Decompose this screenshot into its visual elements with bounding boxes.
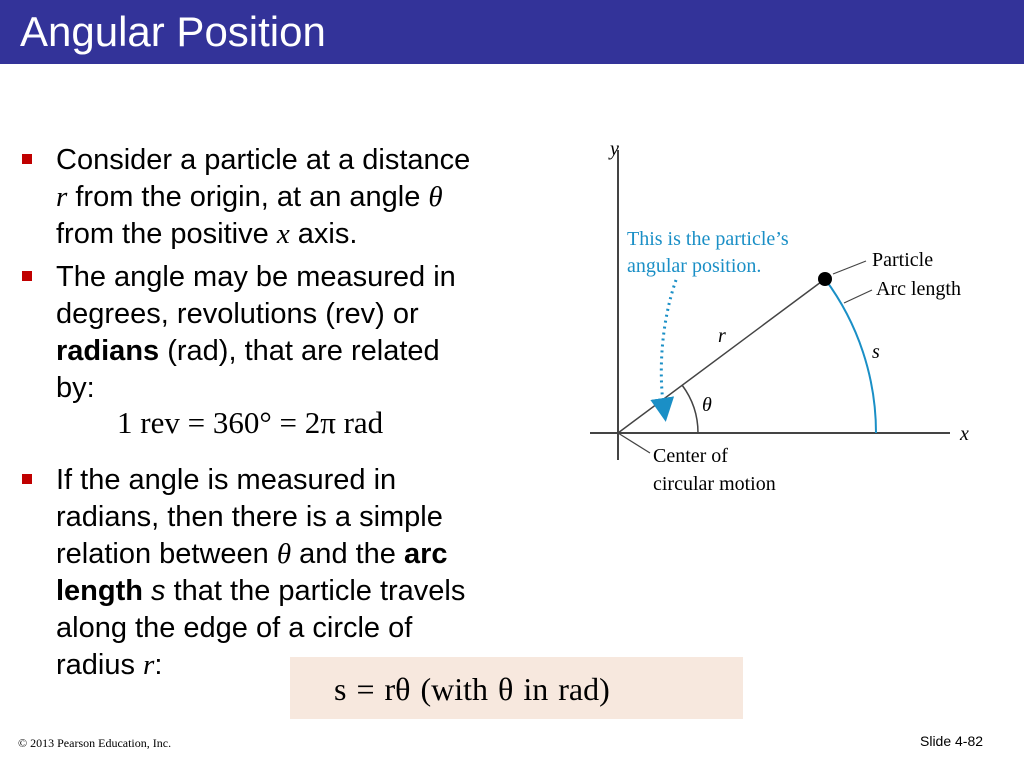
bullet-line: relation between θ and the arc [56, 538, 448, 570]
math-r: r [143, 649, 155, 681]
bullet-marker [22, 271, 32, 281]
bullet-line: radius r: [56, 649, 163, 681]
term-arc: arc [404, 538, 448, 570]
math-x: x [276, 218, 290, 250]
bullet-line: radians (rad), that are related [56, 335, 440, 367]
y-axis-label: y [610, 138, 619, 160]
bullet-marker [22, 154, 32, 164]
center-label-line-2: circular motion [653, 473, 776, 495]
bullet-line: If the angle is measured in [56, 464, 397, 496]
angular-position-diagram [580, 130, 1000, 510]
angle-arc [682, 385, 698, 433]
callout-line-1: This is the particle’s [627, 228, 789, 250]
x-axis-label: x [960, 423, 969, 445]
slide-number: Slide 4-82 [920, 733, 984, 749]
arc-label: s [872, 341, 880, 363]
center-leader [618, 433, 650, 453]
radius-label: r [718, 325, 726, 347]
bullet-line: from the positive x axis. [56, 218, 358, 250]
bullet-line: r from the origin, at an angle θ [56, 181, 443, 213]
term-length: length [56, 575, 143, 607]
bullet-line: The angle may be measured in [56, 261, 456, 293]
particle-label: Particle [872, 249, 934, 271]
bullet-line: by: [56, 372, 95, 404]
particle-leader [833, 261, 866, 274]
bullet-text-3 [56, 462, 556, 684]
callout-arrow [661, 280, 676, 410]
bullet-marker [22, 474, 32, 484]
term-radians: radians [56, 335, 160, 367]
bullet-line: radians, then there is a simple [56, 501, 443, 533]
bullet-line: Consider a particle at a distance [56, 144, 471, 176]
bullet-line: length s that the particle travels [56, 575, 466, 607]
arc-length-equation: s = rθ (with θ in rad) [334, 671, 610, 707]
math-s: s [143, 575, 166, 607]
bullet-text-1 [56, 142, 556, 253]
title-bar [0, 0, 1024, 64]
math-theta: θ [428, 181, 443, 213]
center-label-line-1: Center of [653, 445, 728, 467]
math-r: r [56, 181, 68, 213]
arc-length-curve [825, 279, 876, 433]
callout-line-2: angular position. [627, 255, 762, 277]
bullet-text-2 [56, 259, 556, 407]
arc-length-equation-box [290, 657, 743, 719]
angle-label: θ [702, 394, 712, 416]
bullet-line: degrees, revolutions (rev) or [56, 298, 419, 330]
conversion-equation: 1 rev = 360° = 2π rad [117, 405, 384, 440]
bullet-line: along the edge of a circle of [56, 612, 413, 644]
copyright-footer: © 2013 Pearson Education, Inc. [18, 736, 172, 750]
radius-line [618, 279, 825, 433]
math-theta: θ [276, 538, 292, 570]
arc-length-label: Arc length [876, 278, 961, 300]
slide-title: Angular Position [20, 8, 326, 55]
arc-length-leader [844, 290, 872, 303]
particle-dot [818, 272, 832, 286]
